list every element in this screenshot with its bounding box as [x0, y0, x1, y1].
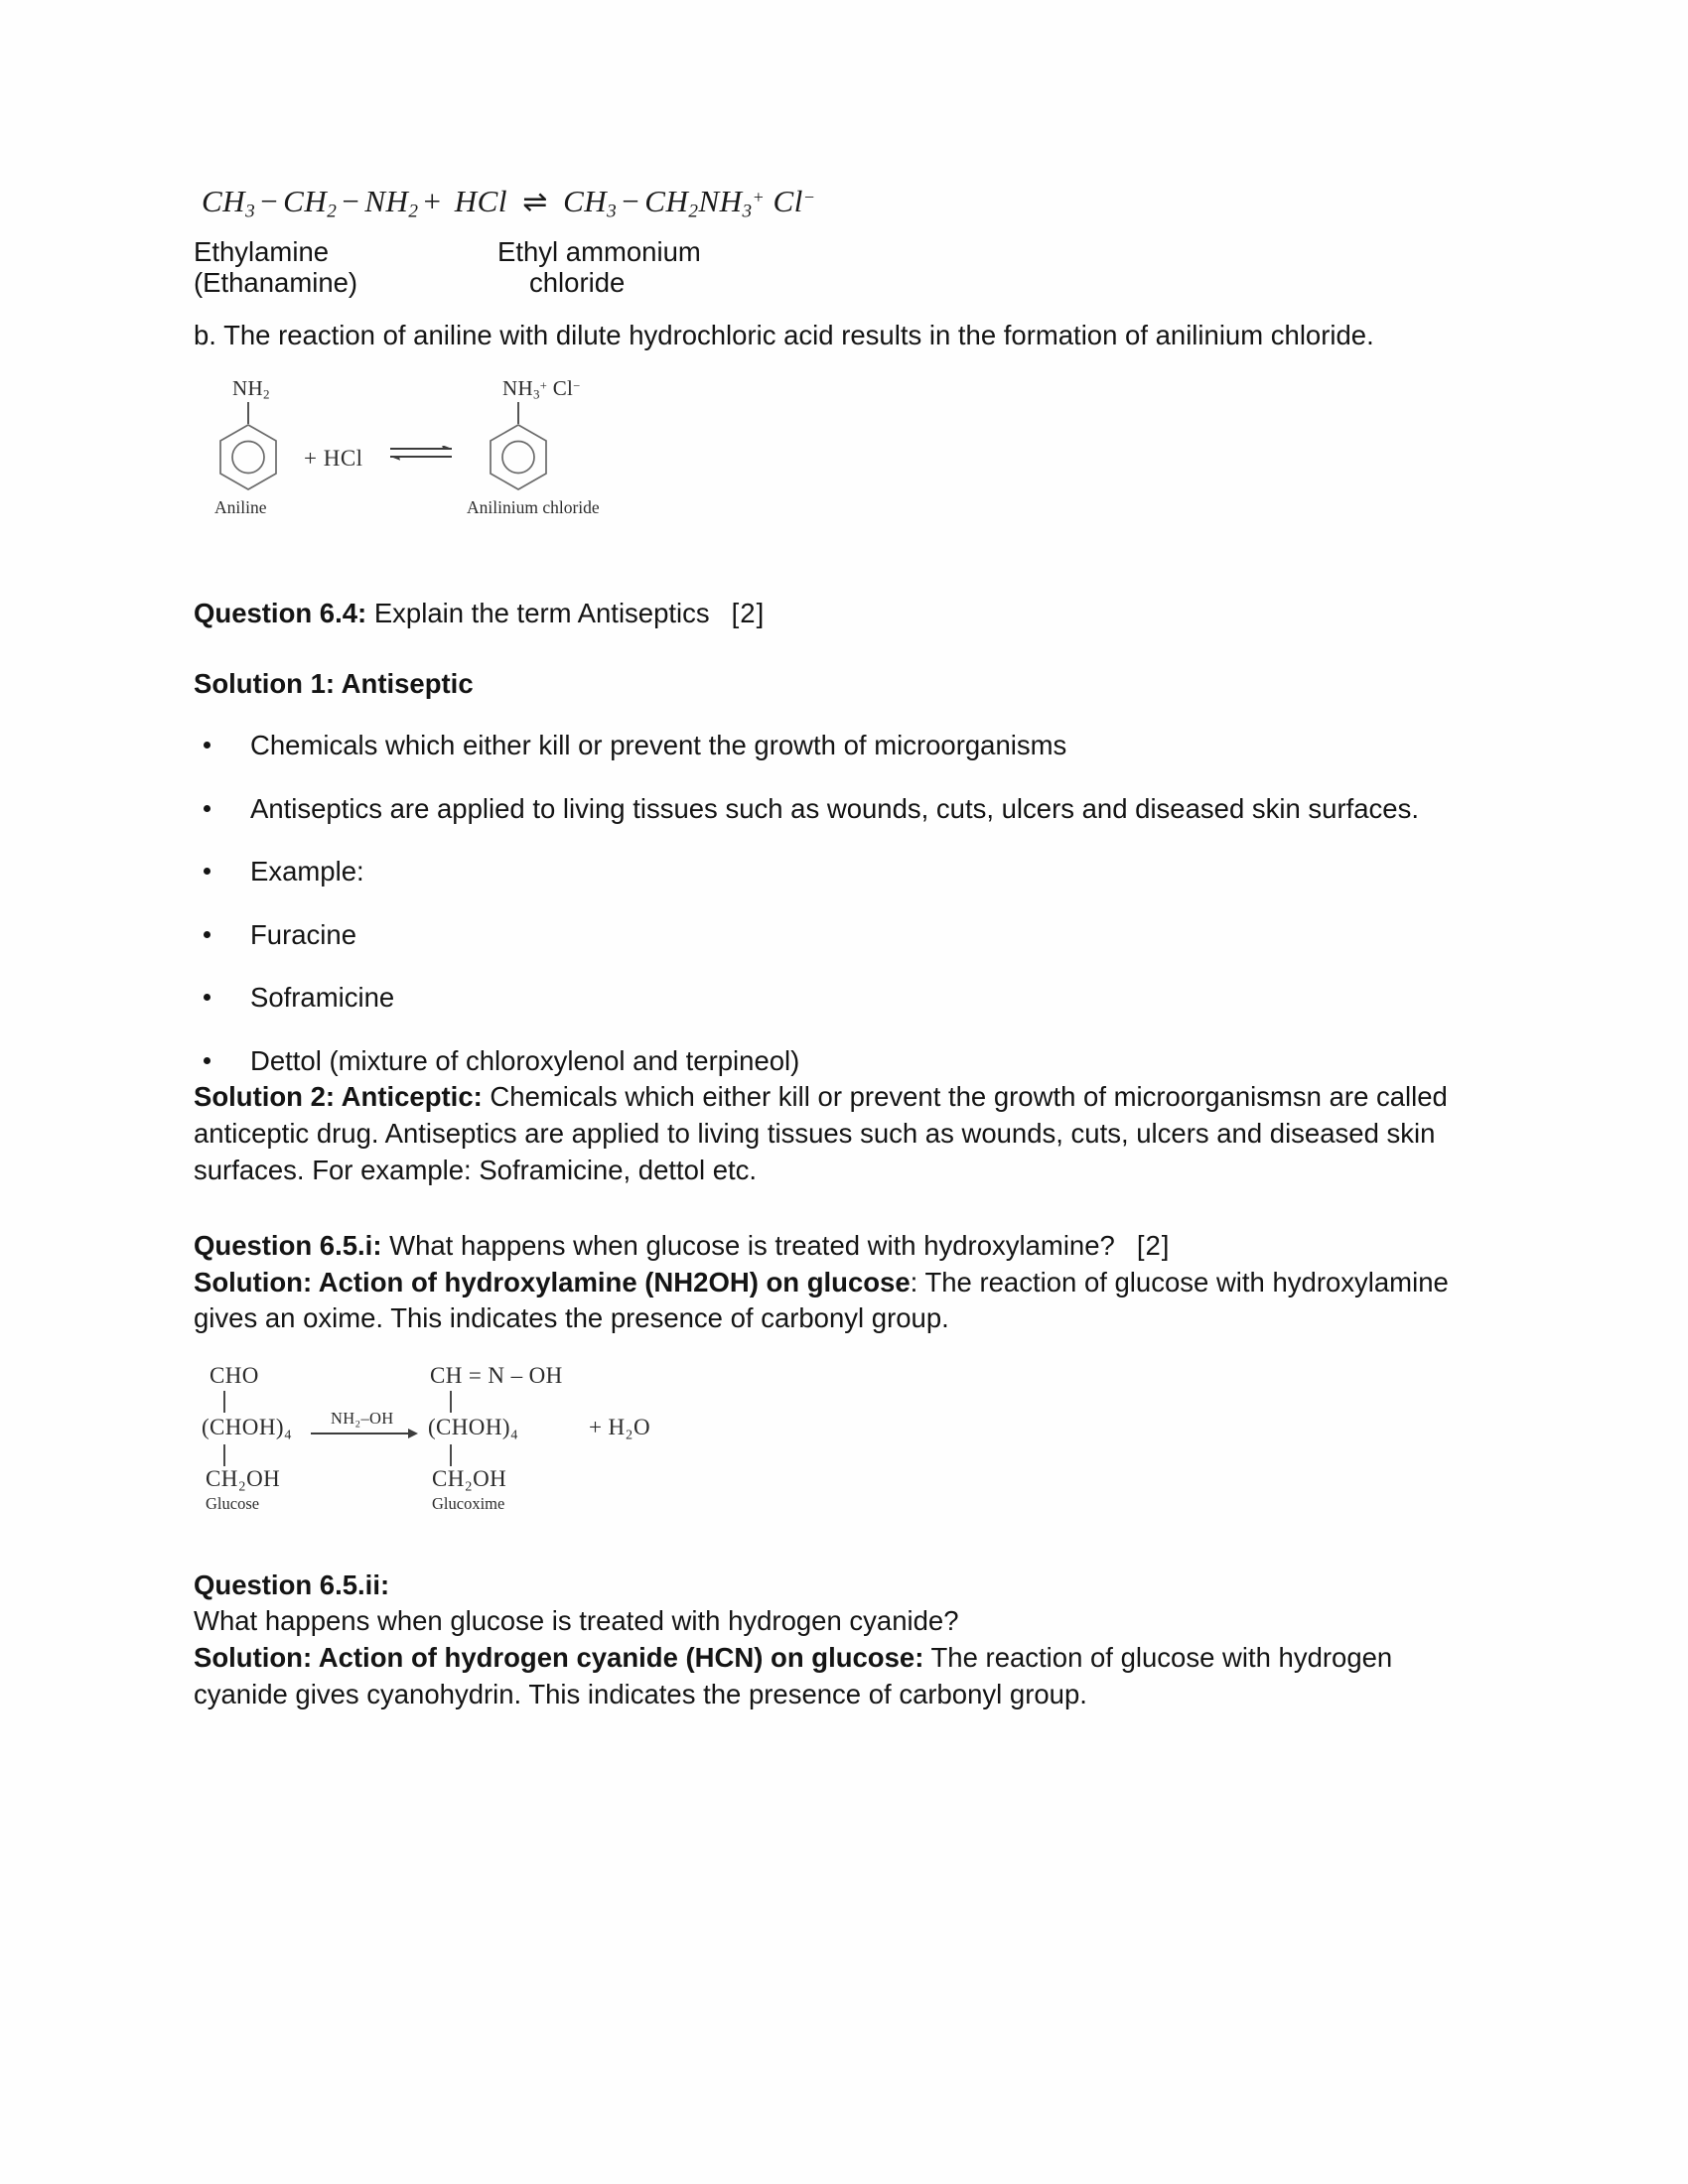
glucoxime-bond-upper [450, 1391, 452, 1413]
question-6-4-text: Explain the term Antiseptics [366, 597, 710, 628]
solution-2-label: Solution 2: Anticeptic: [194, 1081, 483, 1113]
equation-label-reactant [194, 236, 357, 298]
glucoxime-ch-n-oh-label: CH = N – OH [430, 1362, 563, 1388]
question-6-5-ii-text: What happens when glucose is treated with hydrogen cyanide? [194, 1605, 959, 1637]
paragraph-aniline-reaction: b. The reaction of aniline with dilute hydrochloric acid results in the formation of anilinium chloride. [194, 320, 1374, 351]
question-6-5-i-text: What happens when glucose is treated with hydroxylamine? [381, 1230, 1115, 1262]
question-6-5-ii-heading [194, 1568, 1455, 1604]
figure-glucose-hydroxylamine-reaction [202, 1363, 718, 1522]
list-item [194, 1043, 1455, 1080]
equation-labels [194, 236, 1455, 318]
page-content [194, 184, 1455, 1712]
antiseptic-bullet-list [194, 728, 1455, 1079]
solution-6-5-i-paragraph [194, 1265, 1455, 1337]
aniline-caption: Aniline [214, 496, 267, 517]
solution-6-5-i-text: : The reaction of glucose with hydroxylamine gives an oxime. This indicates the presence of carbonyl group. [194, 1266, 1449, 1334]
list-item [194, 917, 1455, 954]
reaction-arrow-line [311, 1433, 410, 1434]
list-item [194, 791, 1455, 828]
hydroxylamine-reagent-label: NH₂–OH [331, 1408, 394, 1428]
anilinium-chloride-caption: Anilinium chloride [467, 496, 600, 517]
anilinium-bond-line [517, 402, 519, 424]
aniline-benzene-ring [217, 423, 279, 492]
solution-1-heading [194, 666, 1455, 703]
glucoxime-ch2oh-label: CH₂OH [432, 1465, 507, 1491]
glucose-bond-upper [223, 1391, 225, 1413]
aniline-nh2-label: $NH_2$ [232, 375, 270, 402]
bullet-dot-icon [204, 931, 211, 938]
glucose-choh-label: (CHOH)₄ [202, 1414, 293, 1439]
equation-label-product [497, 236, 701, 298]
list-item-label: Chemicals which either kill or prevent the growth of microorganisms [250, 730, 1067, 761]
solution-1-heading-text: Solution 1: Antiseptic [194, 667, 474, 699]
question-6-5-ii-label: Question 6.5.ii: [194, 1569, 390, 1600]
figure-aniline-hcl-reaction [207, 376, 683, 550]
glucoxime-choh-label: (CHOH)₄ [428, 1414, 519, 1439]
reaction-arrow-head-icon [408, 1429, 418, 1438]
question-6-4-marks: [2] [731, 597, 766, 628]
bullet-dot-icon [204, 742, 211, 749]
aniline-bond-line [247, 402, 249, 424]
question-6-5-i-marks: [2] [1136, 1230, 1171, 1262]
water-byproduct-label: + H₂O [589, 1414, 650, 1439]
solution-2-paragraph [194, 1079, 1455, 1188]
ethyl-ammonium-label: Ethyl ammonium [497, 236, 701, 268]
anilinium-nh3-cl-label: $NH_3^+$ Cl− [502, 375, 581, 402]
equation-ethylamine-hcl: $CH_3 - CH_2 - NH_2$ + HCl ⇌ $CH_3 - CH_2NH_3^+$ Cl− [202, 184, 816, 222]
equilibrium-arrow-icon [390, 446, 452, 462]
plus-hcl-text: + HCl [304, 445, 363, 471]
question-6-4-label: Question 6.4: [194, 597, 367, 628]
question-6-5-i [194, 1228, 1455, 1265]
glucose-bond-lower [223, 1444, 225, 1466]
bullet-dot-icon [204, 868, 211, 875]
glucoxime-caption: Glucoxime [432, 1493, 505, 1513]
list-item-label: Furacine [250, 918, 356, 950]
glucose-caption: Glucose [206, 1493, 260, 1513]
chloride-label: chloride [529, 267, 626, 299]
list-item [194, 980, 1455, 1017]
question-6-4 [194, 596, 1455, 632]
solution-6-5-ii-label: Solution: Action of hydrogen cyanide (HCN) on glucose: [194, 1641, 924, 1673]
bullet-dot-icon [204, 805, 211, 812]
list-item-label: Soframicine [250, 982, 395, 1014]
list-item [194, 728, 1455, 764]
solution-6-5-ii-paragraph [194, 1640, 1455, 1712]
ethanamine-label: (Ethanamine) [194, 267, 358, 299]
list-item-label: Antiseptics are applied to living tissues such as wounds, cuts, ulcers and diseased skin surfaces. [250, 792, 1419, 824]
bullet-dot-icon [204, 1057, 211, 1064]
list-item-label: Dettol (mixture of chloroxylenol and terpineol) [250, 1044, 800, 1076]
bullet-dot-icon [204, 994, 211, 1001]
list-item [194, 854, 1455, 890]
glucoxime-bond-lower [450, 1444, 452, 1466]
list-item-label: Example: [250, 856, 364, 887]
solution-6-5-i-label: Solution: Action of hydroxylamine (NH2OH) on glucose [194, 1266, 911, 1297]
solution-2-text: Chemicals which either kill or prevent the growth of microorganismsn are called anticeptic drug. Antiseptics are applied to living tissues such as wounds, cuts, ulcers and diseased skin surfaces. For example: Soframicine, dettol etc. [194, 1081, 1448, 1185]
glucose-cho-label: CHO [210, 1362, 259, 1388]
solution-6-5-ii-text: The reaction of glucose with hydrogen cyanide gives cyanohydrin. This indicates the presence of carbonyl group. [194, 1641, 1393, 1709]
anilinium-benzene-ring [488, 423, 549, 492]
ethylamine-label: Ethylamine [194, 236, 330, 268]
question-6-5-i-label: Question 6.5.i: [194, 1230, 382, 1262]
glucose-ch2oh-label: CH₂OH [206, 1465, 281, 1491]
